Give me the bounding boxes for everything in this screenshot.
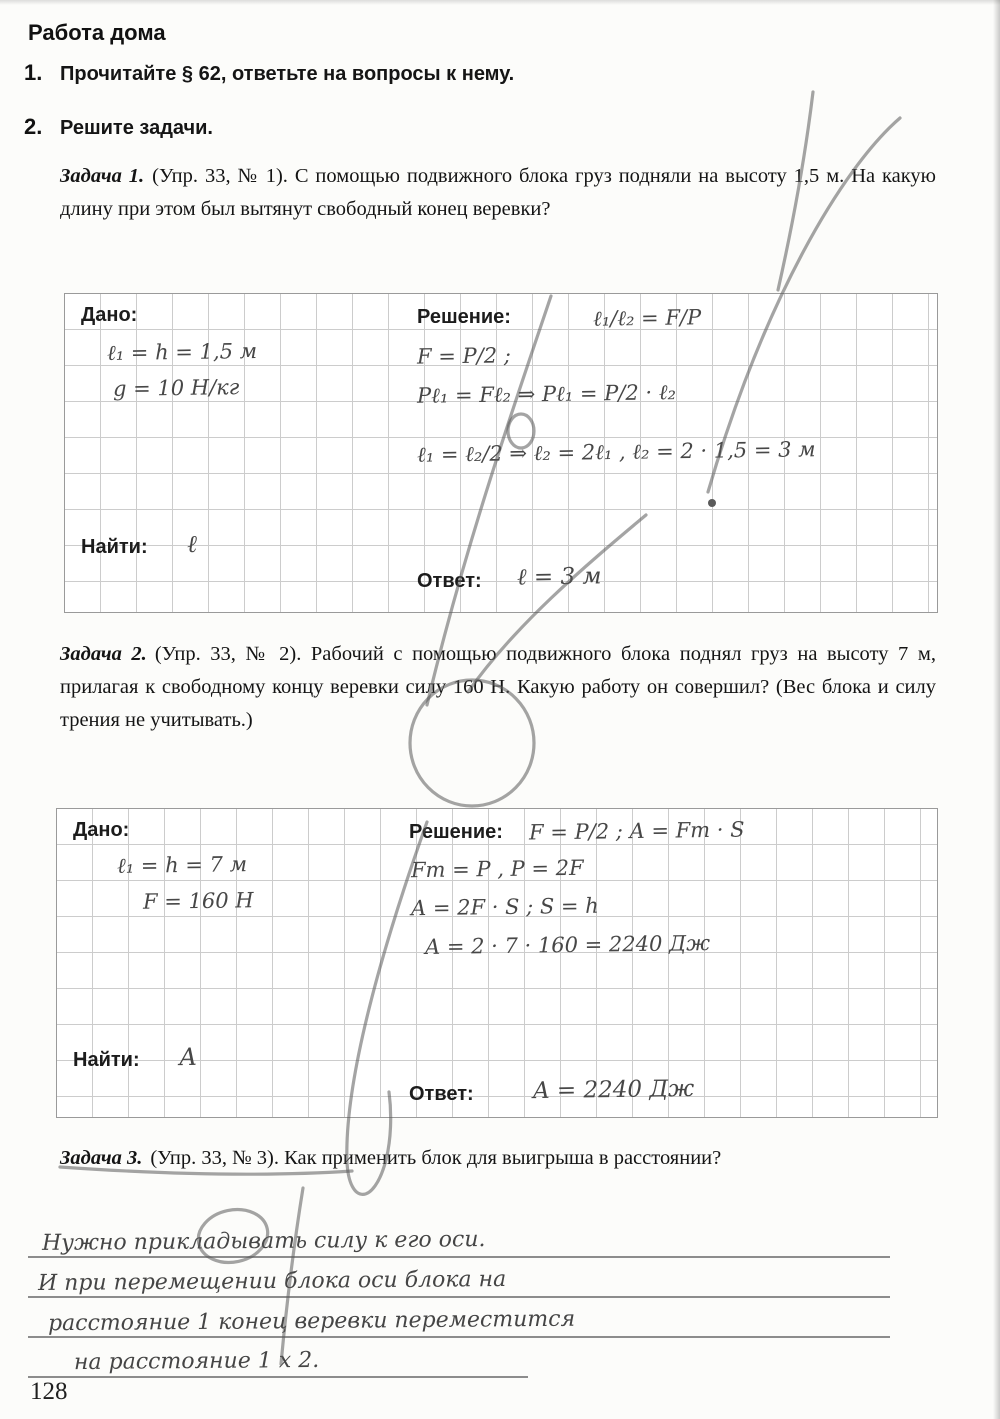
problem3-title: Задача 3. [60, 1147, 143, 1169]
otvet-label: Ответ: [417, 570, 482, 592]
answer-line [28, 1258, 890, 1298]
problem3-text: (Упр. 33, № 3). Как применить блок для выигрыша в расстоянии? [150, 1147, 722, 1169]
handwritten-answer: Нужно прикладывать силу к его оси. [41, 1227, 486, 1256]
answer-line [28, 1338, 528, 1378]
problem3-statement [60, 1142, 936, 1175]
problem1-text: (Упр. 33, № 1). С помощью подвижного блока груз подняли на высоту 1,5 м. На какую длину при этом был вытянут свободный конец веревки? [60, 165, 937, 220]
given-line: ℓ₁ = h = 7 м [116, 852, 248, 878]
given-line: ℓ₁ = h = 1,5 м [106, 338, 258, 366]
homework-item-1 [24, 60, 514, 86]
solution-line: ℓ₁/ℓ₂ = F/P [592, 305, 702, 331]
find-value: А [178, 1042, 198, 1072]
item-text: Прочитайте § 62, ответьте на вопросы к нему. [60, 63, 515, 85]
solution-line: F = P/2 ; [416, 343, 512, 369]
solution-line: F = P/2 ; A = Fт · S [528, 817, 745, 845]
page-header: Работа дома [28, 20, 166, 45]
handwritten-answer: расстояние 1 конец веревки переместится [47, 1306, 576, 1337]
solution-line: ℓ₁ = ℓ₂/2 ⇒ ℓ₂ = 2ℓ₁ , ℓ₂ = 2 · 1,5 = 3 м [416, 437, 816, 467]
given-line: g = 10 Н/кг [112, 375, 240, 401]
problem3-answer-lines [28, 1218, 890, 1378]
item-number: 1. [24, 60, 43, 85]
otvet-label: Ответ: [409, 1083, 474, 1105]
answer-line [28, 1218, 890, 1258]
naiti-label: Найти: [73, 1049, 140, 1071]
solution-line: A = 2F · S ; S = h [410, 893, 599, 921]
reshenie-label: Решение: [417, 306, 511, 328]
dano-label: Дано: [73, 819, 130, 841]
problem2-text: (Упр. 33, № 2). Рабочий с помощью подвижного блока поднял груз на высоту 7 м, прилагая к свободному концу веревки силу 160 Н. Какую работу он совершил? (Вес блока и силу трения не учитывать.) [60, 643, 936, 731]
reshenie-label: Решение: [409, 821, 503, 843]
handwritten-answer: И при перемещении блока оси блока на [37, 1266, 507, 1297]
solution-line: Pℓ₁ = Fℓ₂ ⇒ Pℓ₁ = P/2 · ℓ₂ [416, 380, 677, 408]
problem2-statement [60, 638, 936, 737]
solution-line: A = 2 · 7 · 160 = 2240 Дж [424, 931, 711, 959]
answer-line [28, 1298, 890, 1338]
problem2-solution-grid [56, 808, 938, 1118]
solution-line: Fт = P , P = 2F [410, 855, 584, 883]
problem2-title: Задача 2. [60, 643, 147, 665]
problem1-title: Задача 1. [60, 165, 145, 187]
naiti-label: Найти: [81, 536, 148, 558]
given-line: F = 160 Н [142, 888, 254, 914]
problem1-solution-grid [64, 293, 938, 613]
page-number: 128 [30, 1378, 68, 1405]
answer-value: A = 2240 Дж [532, 1075, 695, 1105]
dano-label: Дано: [81, 304, 138, 326]
answer-value: ℓ = 3 м [516, 563, 602, 591]
item-number: 2. [24, 114, 43, 139]
homework-item-2 [24, 114, 213, 140]
find-value: ℓ [186, 529, 198, 559]
item-text: Решите задачи. [60, 117, 213, 139]
problem1-statement [60, 160, 936, 226]
handwritten-answer: на расстояние 1 х 2. [73, 1347, 320, 1376]
